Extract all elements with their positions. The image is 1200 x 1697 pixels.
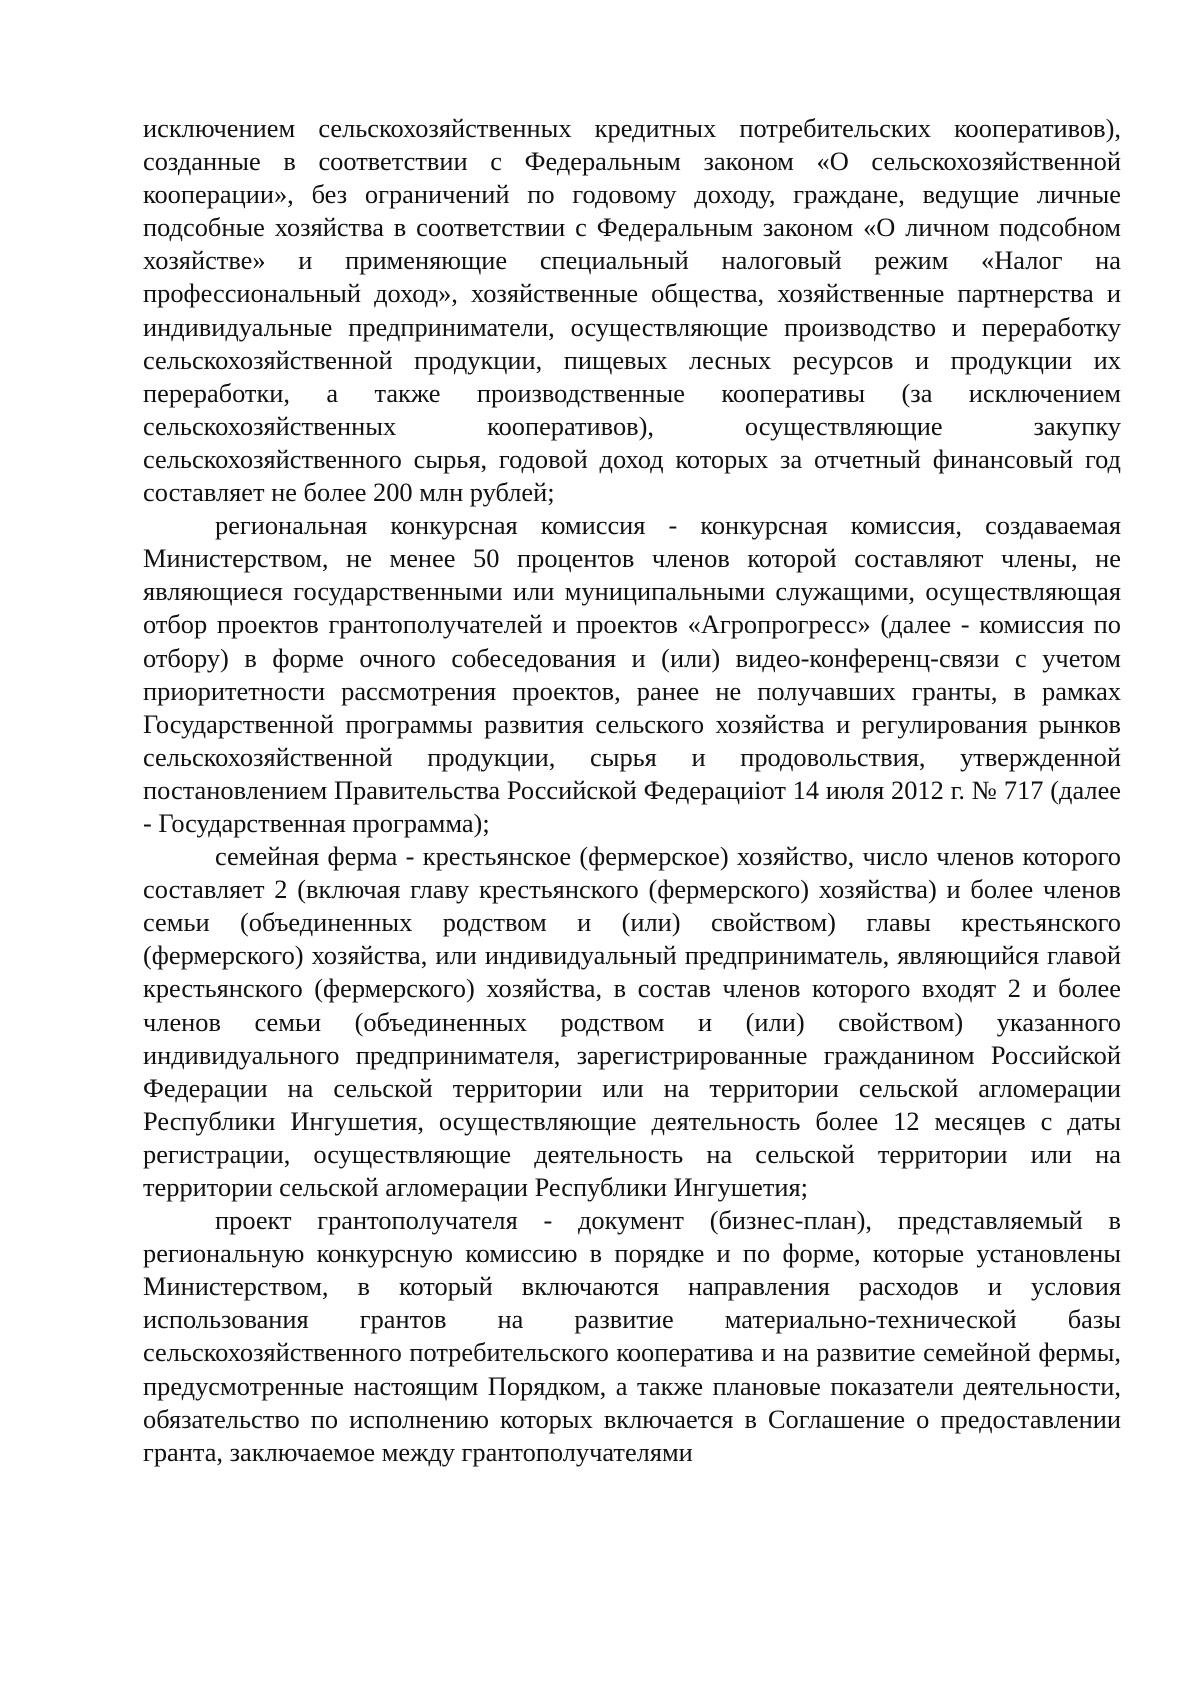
paragraph-eligible-applicants-continued: исключением сельскохозяйственных кредитных потребительских кооперативов), созданные в соответствии с Федеральным законом «О сельскохозяйственной кооперации», без ограничений по годовому доходу, граждане, ведущие личные подсобные хозяйства в соответствии с Федеральным законом «О личном подсобном хозяйстве» и применяющие специальный налоговый режим «Налог на профессиональный доход», хозяйственные общества, хозяйственные партнерства и индивидуальные предприниматели, осуществляющие производство и переработку сельскохозяйственной продукции, пищевых лесных ресурсов и продукции их переработки, а также производственные кооперативы (за исключением сельскохозяйственных кооперативов), осуществляющие закупку сельскохозяйственного сырья, годовой доход которых за отчетный финансовый год составляет не более 200 млн рублей; (143, 113, 1121, 508)
paragraph-regional-competition-commission: региональная конкурсная комиссия - конкурсная комиссия, создаваемая Министерством, не менее 50 процентов членов которой составляют члены, не являющиеся государственными или муниципальными служащими, осуществляющая отбор проектов грантополучателей и проектов «Агропрогресс» (далее - комиссия по отбору) в форме очного собеседования и (или) видео-конференц-связи с учетом приоритетности рассмотрения проектов, ранее не получавших гранты, в рамках Государственной программы развития сельского хозяйства и регулирования рынков сельскохозяйственной продукции, сырья и продовольствия, утвержденной постановлением Правительства Российской Федерациiот 14 июля 2012 г. № 717 (далее - Государственная программа); (143, 510, 1121, 838)
paragraph-grant-recipient-project: проект грантополучателя - документ (бизнес-план), представляемый в региональную конкурсную комиссию в порядке и по форме, которые установлены Министерством, в который включаются направления расходов и условия использования грантов на развитие материально-технической базы сельскохозяйственного потребительского кооператива и на развитие семейной фермы, предусмотренные настоящим Порядком, а также плановые показатели деятельности, обязательство по исполнению которых включается в Соглашение о предоставлении гранта, заключаемое между грантополучателями (143, 1205, 1121, 1467)
document-page (143, 112, 1121, 1469)
paragraph-family-farm: семейная ферма - крестьянское (фермерское) хозяйство, число членов которого составляет 2 (включая главу крестьянского (фермерского) хозяйства) и более членов семьи (объединенных родством и (или) свойством) главы крестьянского (фермерского) хозяйства, или индивидуальный предприниматель, являющийся главой крестьянского (фермерского) хозяйства, в состав членов которого входят 2 и более членов семьи (объединенных родством и (или) свойством) указанного индивидуального предпринимателя, зарегистрированные гражданином Российской Федерации на сельской территории или на территории сельской агломерации Республики Ингушетия, осуществляющие деятельность более 12 месяцев с даты регистрации, осуществляющие деятельность на сельской территории или на территории сельской агломерации Республики Ингушетия; (143, 841, 1121, 1202)
